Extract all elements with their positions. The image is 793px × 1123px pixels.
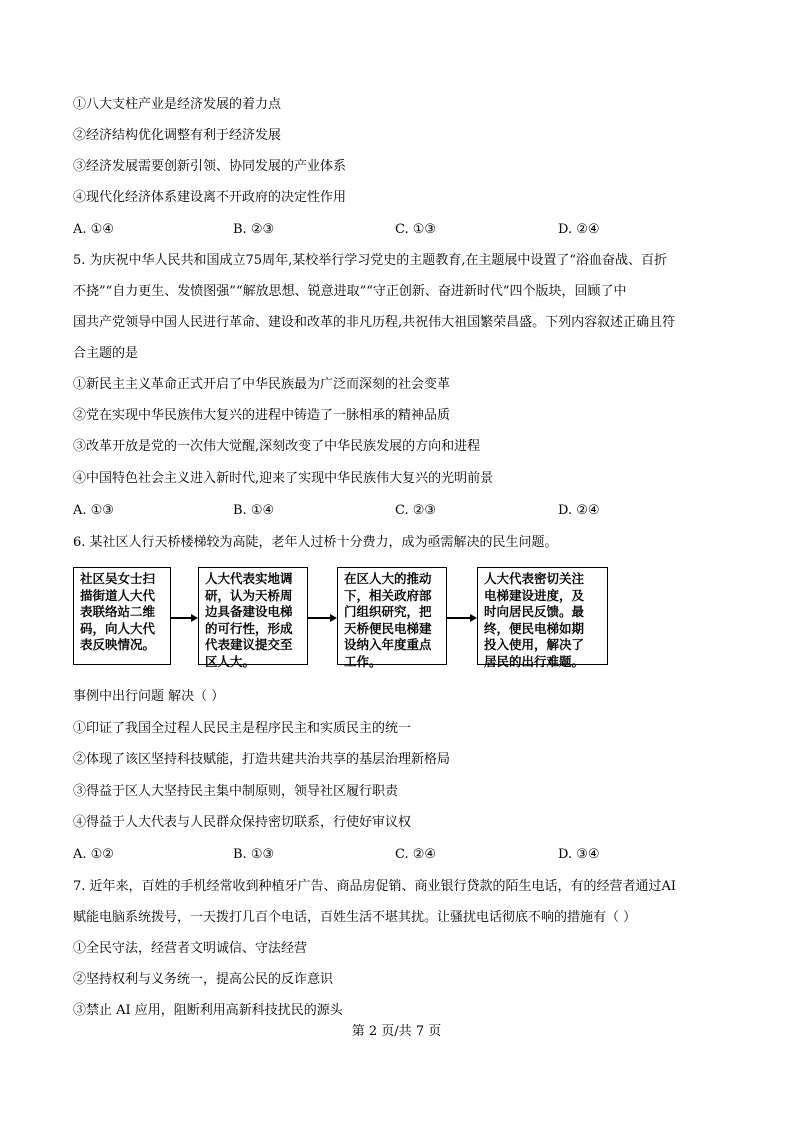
flow-step-2: 人大代表实地调 研，认为天桥周 边具备建设电梯 的可行性，形成 代表建议提交至 区人大。 (198, 567, 308, 665)
q6-option-a: A. ①② (73, 847, 114, 862)
q7-statement-3: ③禁止 AI 应用，阻断利用高新科技扰民的源头 (73, 1003, 343, 1018)
q7-stem-line-2: 赋能电脑系统拨号，一天拨打几百个电话，百姓生活不堪其扰。让骚扰电话彻底不响的措施有（ ） (73, 910, 637, 925)
q6-options (73, 847, 693, 863)
q6-statement-1: ①印证了我国全过程人民民主是程序民主和实质民主的统一 (73, 721, 412, 736)
flow-arrow-2 (308, 614, 337, 622)
q5-statement-2: ②党在实现中华民族伟大复兴的进程中铸造了一脉相承的精神品质 (73, 408, 451, 423)
q5-stem-line-3: 国共产党领导中国人民进行革命、建设和改革的非凡历程,共祝伟大祖国繁荣昌盛。下列内容叙述正确且符 (73, 315, 676, 330)
q5-stem-line-2: 不挠”“自力更生、发愤图强”“解放思想、锐意进取”“守正创新、奋进新时代”四个版块，回顾了中 (73, 284, 627, 299)
q4-option-d: D. ②④ (558, 222, 600, 237)
q6-stem: 6. 某社区人行天桥楼梯较为高陡，老年人过桥十分费力，成为亟需解决的民生问题。 (73, 535, 558, 550)
q7-statement-2: ②坚持权利与义务统一，提高公民的反诈意识 (73, 972, 334, 987)
page-footer: 第 2 页/共 7 页 (351, 1024, 442, 1039)
q4-statement-3: ③经济发展需要创新引领、协同发展的产业体系 (73, 159, 347, 174)
q5-option-c: C. ②③ (395, 503, 437, 518)
q5-statement-1: ①新民主主义革命正式开启了中华民族最为广泛而深刻的社会变革 (73, 377, 451, 392)
flow-step-3: 在区人大的推动 下，相关政府部 门组织研究，把 天桥便民电梯建 设纳入年度重点 工作。 (337, 567, 447, 665)
q4-option-c: C. ①③ (395, 222, 437, 237)
q4-statement-1: ①八大支柱产业是经济发展的着力点 (73, 97, 282, 112)
q4-statement-2: ②经济结构优化调整有利于经济发展 (73, 128, 282, 143)
q6-statement-4: ④得益于人大代表与人民群众保持密切联系，行使好审议权 (73, 815, 412, 830)
q4-option-b: B. ②③ (233, 222, 275, 237)
q4-statement-4: ④现代化经济体系建设离不开政府的决定性作用 (73, 190, 347, 205)
q6-option-d: D. ③④ (558, 847, 600, 862)
q5-option-b: B. ①④ (233, 503, 275, 518)
q6-statement-3: ③得益于区人大坚持民主集中制原则，领导社区履行职责 (73, 784, 399, 799)
q5-option-a: A. ①③ (73, 503, 114, 518)
q7-statement-1: ①全民守法，经营者文明诚信、守法经营 (73, 941, 308, 956)
q7-stem-line-1: 7. 近年来，百姓的手机经常收到种植牙广告、商品房促销、商业银行贷款的陌生电话，有的经营者通过AI (73, 879, 677, 894)
q5-option-d: D. ②④ (558, 503, 600, 518)
flow-step-4: 人大代表密切关注 电梯建设进度，及 时向居民反馈。最 终，便民电梯如期 投入使用，解决了 居民的出行难题。 (477, 567, 608, 665)
q5-stem-line-1: 5. 为庆祝中华人民共和国成立75周年,某校举行学习党史的主题教育,在主题展中设置了“浴血奋战、百折 (73, 253, 667, 268)
flow-step-1: 社区吴女士扫 描街道人大代 表联络站二维 码，向人大代 表反映情况。 (73, 567, 171, 665)
flow-arrow-1 (171, 614, 198, 622)
q6-flowchart (73, 567, 613, 667)
q6-option-b: B. ①③ (233, 847, 275, 862)
flow-arrow-3 (447, 614, 477, 622)
q4-option-a: A. ①④ (73, 222, 114, 237)
q4-options (73, 222, 693, 238)
q6-statement-2: ②体现了该区坚持科技赋能，打造共建共治共享的基层治理新格局 (73, 752, 451, 767)
q5-statement-4: ④中国特色社会主义进入新时代,迎来了实现中华民族伟大复兴的光明前景 (73, 471, 494, 486)
q5-options (73, 503, 693, 519)
q5-statement-3: ③改革开放是党的一次伟大觉醒,深刻改变了中华民族发展的方向和进程 (73, 439, 481, 454)
q6-question: 事例中出行问题 解决（ ） (73, 689, 225, 704)
q5-stem-line-4: 合主题的是 (73, 346, 139, 361)
q6-option-c: C. ②④ (395, 847, 437, 862)
